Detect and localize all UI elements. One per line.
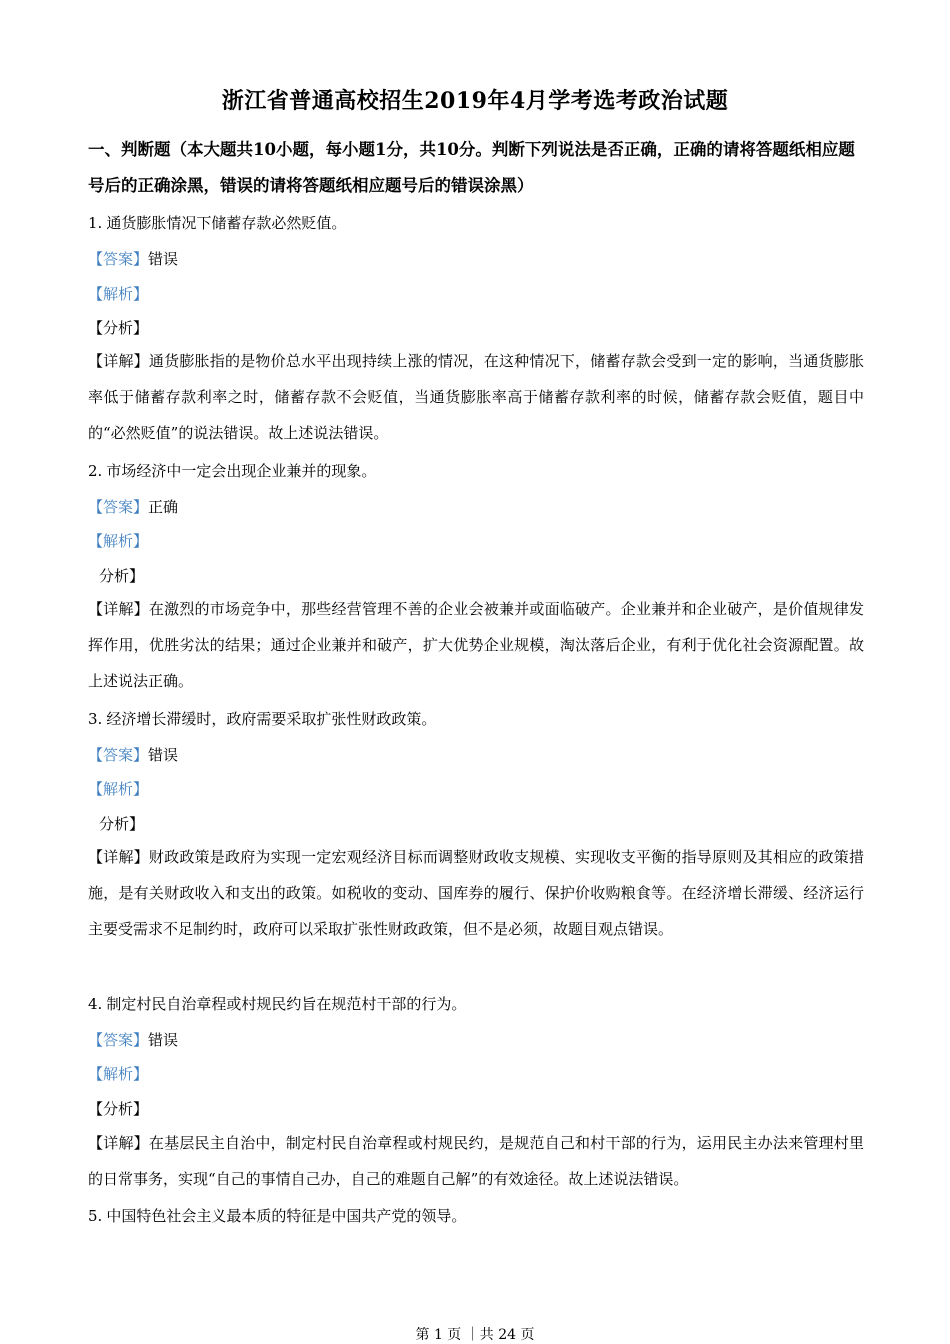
answer-value: 错误 <box>148 746 179 764</box>
question-2-detail <box>88 591 864 699</box>
answer-value: 错误 <box>148 1031 179 1049</box>
answer-label: 【答案】 <box>88 250 149 268</box>
question-1-fenxi-label: 【分析】 <box>88 319 149 337</box>
question-text: 市场经济中一定会出现企业兼并的现象。 <box>106 462 377 480</box>
question-text: 制定村民自治章程或村规民约旨在规范村干部的行为。 <box>106 995 467 1013</box>
detail-text: 财政政策是政府为实现一定宏观经济目标而调整财政收支规模、实现收支平衡的指导原则及其相应的政策措施，是有关财政收入和支出的政策。如税收的变动、国库券的履行、保护价收购粮食等。在经济增长滞缓、经济运行主要受需求不足制约时，政府可以采取扩张性财政政策，但不是必须，故题目观点错误。 <box>88 848 864 938</box>
detail-label: 【详解】 <box>88 848 149 866</box>
detail-label: 【详解】 <box>88 352 149 370</box>
question-3-analysis-label: 【解析】 <box>88 780 149 798</box>
question-4-answer <box>88 1029 864 1051</box>
question-number: 4. <box>88 995 103 1013</box>
detail-label: 【详解】 <box>88 1134 149 1152</box>
detail-text: 通货膨胀指的是物价总水平出现持续上涨的情况，在这种情况下，储蓄存款会受到一定的影响，当通货膨胀率低于储蓄存款利率之时，储蓄存款不会贬值，当通货膨胀率高于储蓄存款利率的时候，储蓄存款会贬值，题目中的“必然贬值”的说法错误。故上述说法错误。 <box>88 352 864 442</box>
question-3-answer <box>88 744 864 766</box>
question-2-answer <box>88 496 864 518</box>
section-heading: 一、判断题（本大题共10小题，每小题1分，共10分。判断下列说法是否正确，正确的请将答题纸相应题号后的正确涂黑，错误的请将答题纸相应题号后的错误涂黑） <box>88 140 855 195</box>
question-3-fenxi-label: 分析】 <box>99 815 145 833</box>
question-1-stem <box>88 212 864 234</box>
question-number: 1. <box>88 214 103 232</box>
answer-label: 【答案】 <box>88 498 149 516</box>
question-1-detail <box>88 343 864 451</box>
question-1-answer <box>88 248 864 270</box>
question-2-fenxi-label: 分析】 <box>99 567 145 585</box>
answer-label: 【答案】 <box>88 746 149 764</box>
question-5-stem <box>88 1205 864 1227</box>
question-number: 5. <box>88 1207 103 1225</box>
detail-label: 【详解】 <box>88 600 149 618</box>
answer-value: 正确 <box>148 498 179 516</box>
question-1-analysis-label: 【解析】 <box>88 285 149 303</box>
question-4-stem <box>88 993 864 1015</box>
question-2-analysis-label: 【解析】 <box>88 532 149 550</box>
question-4-fenxi-label: 【分析】 <box>88 1100 149 1118</box>
question-3-stem <box>88 708 864 730</box>
question-number: 2. <box>88 462 103 480</box>
detail-text: 在激烈的市场竞争中，那些经营管理不善的企业会被兼并或面临破产。企业兼并和企业破产，是价值规律发挥作用，优胜劣汰的结果；通过企业兼并和破产，扩大优势企业规模，淘汰落后企业，有利于优化社会资源配置。故上述说法正确。 <box>88 600 864 690</box>
page-footer: 第 1 页 ｜共 24 页 <box>415 1327 535 1343</box>
answer-value: 错误 <box>148 250 179 268</box>
question-text: 中国特色社会主义最本质的特征是中国共产党的领导。 <box>106 1207 467 1225</box>
question-4-analysis-label: 【解析】 <box>88 1065 149 1083</box>
question-text: 经济增长滞缓时，政府需要采取扩张性财政政策。 <box>106 710 437 728</box>
question-3-detail <box>88 839 864 947</box>
question-2-stem <box>88 460 864 482</box>
question-text: 通货膨胀情况下储蓄存款必然贬值。 <box>106 214 347 232</box>
page-title: 浙江省普通高校招生2019年4月学考选考政治试题 <box>221 88 729 114</box>
question-4-detail <box>88 1125 864 1197</box>
detail-text: 在基层民主自治中，制定村民自治章程或村规民约，是规范自己和村干部的行为，运用民主办法来管理村里的日常事务，实现“自己的事情自己办，自己的难题自己解”的有效途径。故上述说法错误。 <box>88 1134 864 1188</box>
answer-label: 【答案】 <box>88 1031 149 1049</box>
question-number: 3. <box>88 710 103 728</box>
